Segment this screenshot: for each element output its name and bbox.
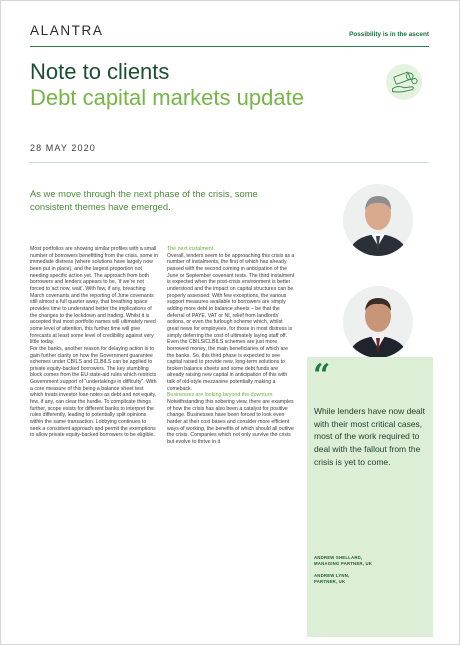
pull-quote — [307, 357, 433, 637]
author-photo-lynn — [343, 286, 413, 358]
section-heading: The next instalment — [167, 246, 214, 252]
section-divider — [30, 162, 429, 163]
title-line-2: Debt capital markets update — [30, 85, 304, 110]
body-paragraph: Most portfolios are showing similar profiles with a small number of borrowers benefitting from the crisis, some in immediate distress (where solutions have largely now been put in place), and the largest proportion not needing specific action yet. The approach from both borrowers and lenders appears to be, ‘if we’re not forced to act now, wait’. With few, if any, breaching March covenants and the reporting of June covenants still almost a full quarter away, that breathing space provides time to understand better the implications of the changes to the lockdown and trading. Whilst it is accepted that most portfolio names will ultimately need some level of attention, this further time will give forecasts at least some level of credibility against very little today. — [30, 246, 159, 346]
author-name: ANDREW LYNN, — [314, 573, 350, 578]
body-column-1 — [30, 246, 158, 439]
tagline: Possibility is in the ascent — [349, 31, 429, 38]
publication-date: 28 MAY 2020 — [30, 143, 96, 153]
author-name: ANDREW SHELLARD, — [314, 555, 363, 560]
body-paragraph: For the banks, another reason for delaying action is to gain further clarity on how the Government guarantee schemes under CBILS and CLBILS can be applied to private equity-backed borrowers. The key stumbling block comes from the EU state-aid rules which restricts Government support of “undertakings in difficulty”. With a core measure of this being a balance sheet test which treats investor loan notes as debt and not equity, few, if any, can clear the hurdle. To complicate things further, scope exists for different banks to interpret the rules differently, leading to potentially split opinions within the same transaction. Lobbying continues to seek a consistent approach and permit the exemptions to allow private equity-backed borrowers to be eligible. — [30, 345, 157, 439]
quote-author — [314, 555, 430, 566]
author-role: MANAGING PARTNER, UK — [314, 560, 373, 566]
title-line-1: Note to clients — [30, 59, 170, 84]
author-role: PARTNER, UK — [314, 578, 346, 584]
body-column-2 — [167, 246, 295, 446]
body-paragraph: Overall, lenders seem to be approaching this crisis as a number of instalments, the first of which has already passed with the second coming in anticipation of the June or September covenant tests. The third instalment is expected when the post-crisis environment is better understood and the impact on capital structures can be properly assessed. With few exceptions, the various support measures available to borrowers are simply adding more debt to balance sheets – be that the deferral of PAYE, VAT or NI, relief from landlords’ actions, or even the furlough scheme which, whilst great news for employees, for those in most distress is simply deferring the cost of ultimately laying staff off. Even the CBILS/CLBILS schemes are just more borrowed money, the main beneficiaries of which are the banks. So, this third phase is expected to see capital raised to provide new, long-term solutions to broken balance sheets and some debt funds are already raising new capital in anticipation of this with talk of old-style mezzanine potentially making a comeback. — [167, 252, 295, 392]
money-hand-icon — [385, 63, 423, 101]
lead-paragraph: As we move through the next phase of the crisis, some consistent themes have emerged. — [30, 188, 258, 212]
section-heading: Businesses are looking beyond the downturn — [167, 392, 273, 399]
header-divider — [30, 46, 429, 47]
quote-mark-icon: “ — [313, 358, 331, 393]
quote-text: While lenders have now dealt with their most critical cases, most of the work required to deal with the fallout from the crisis is yet to come. — [314, 406, 426, 467]
author-photo-shellard — [343, 184, 413, 256]
body-paragraph: Notwithstanding this sobering view, there are examples of how the crisis has also been a catalyst for positive change. Businesses have been forced to look even harder at their cost bases and consider more efficient ways of working, the benefits of which should all outlive the crisis. Companies which not only survive the crisis but evolve to thrive in it — [167, 399, 294, 446]
brand-logo: ALANTRA — [30, 23, 104, 38]
quote-author — [314, 573, 430, 584]
